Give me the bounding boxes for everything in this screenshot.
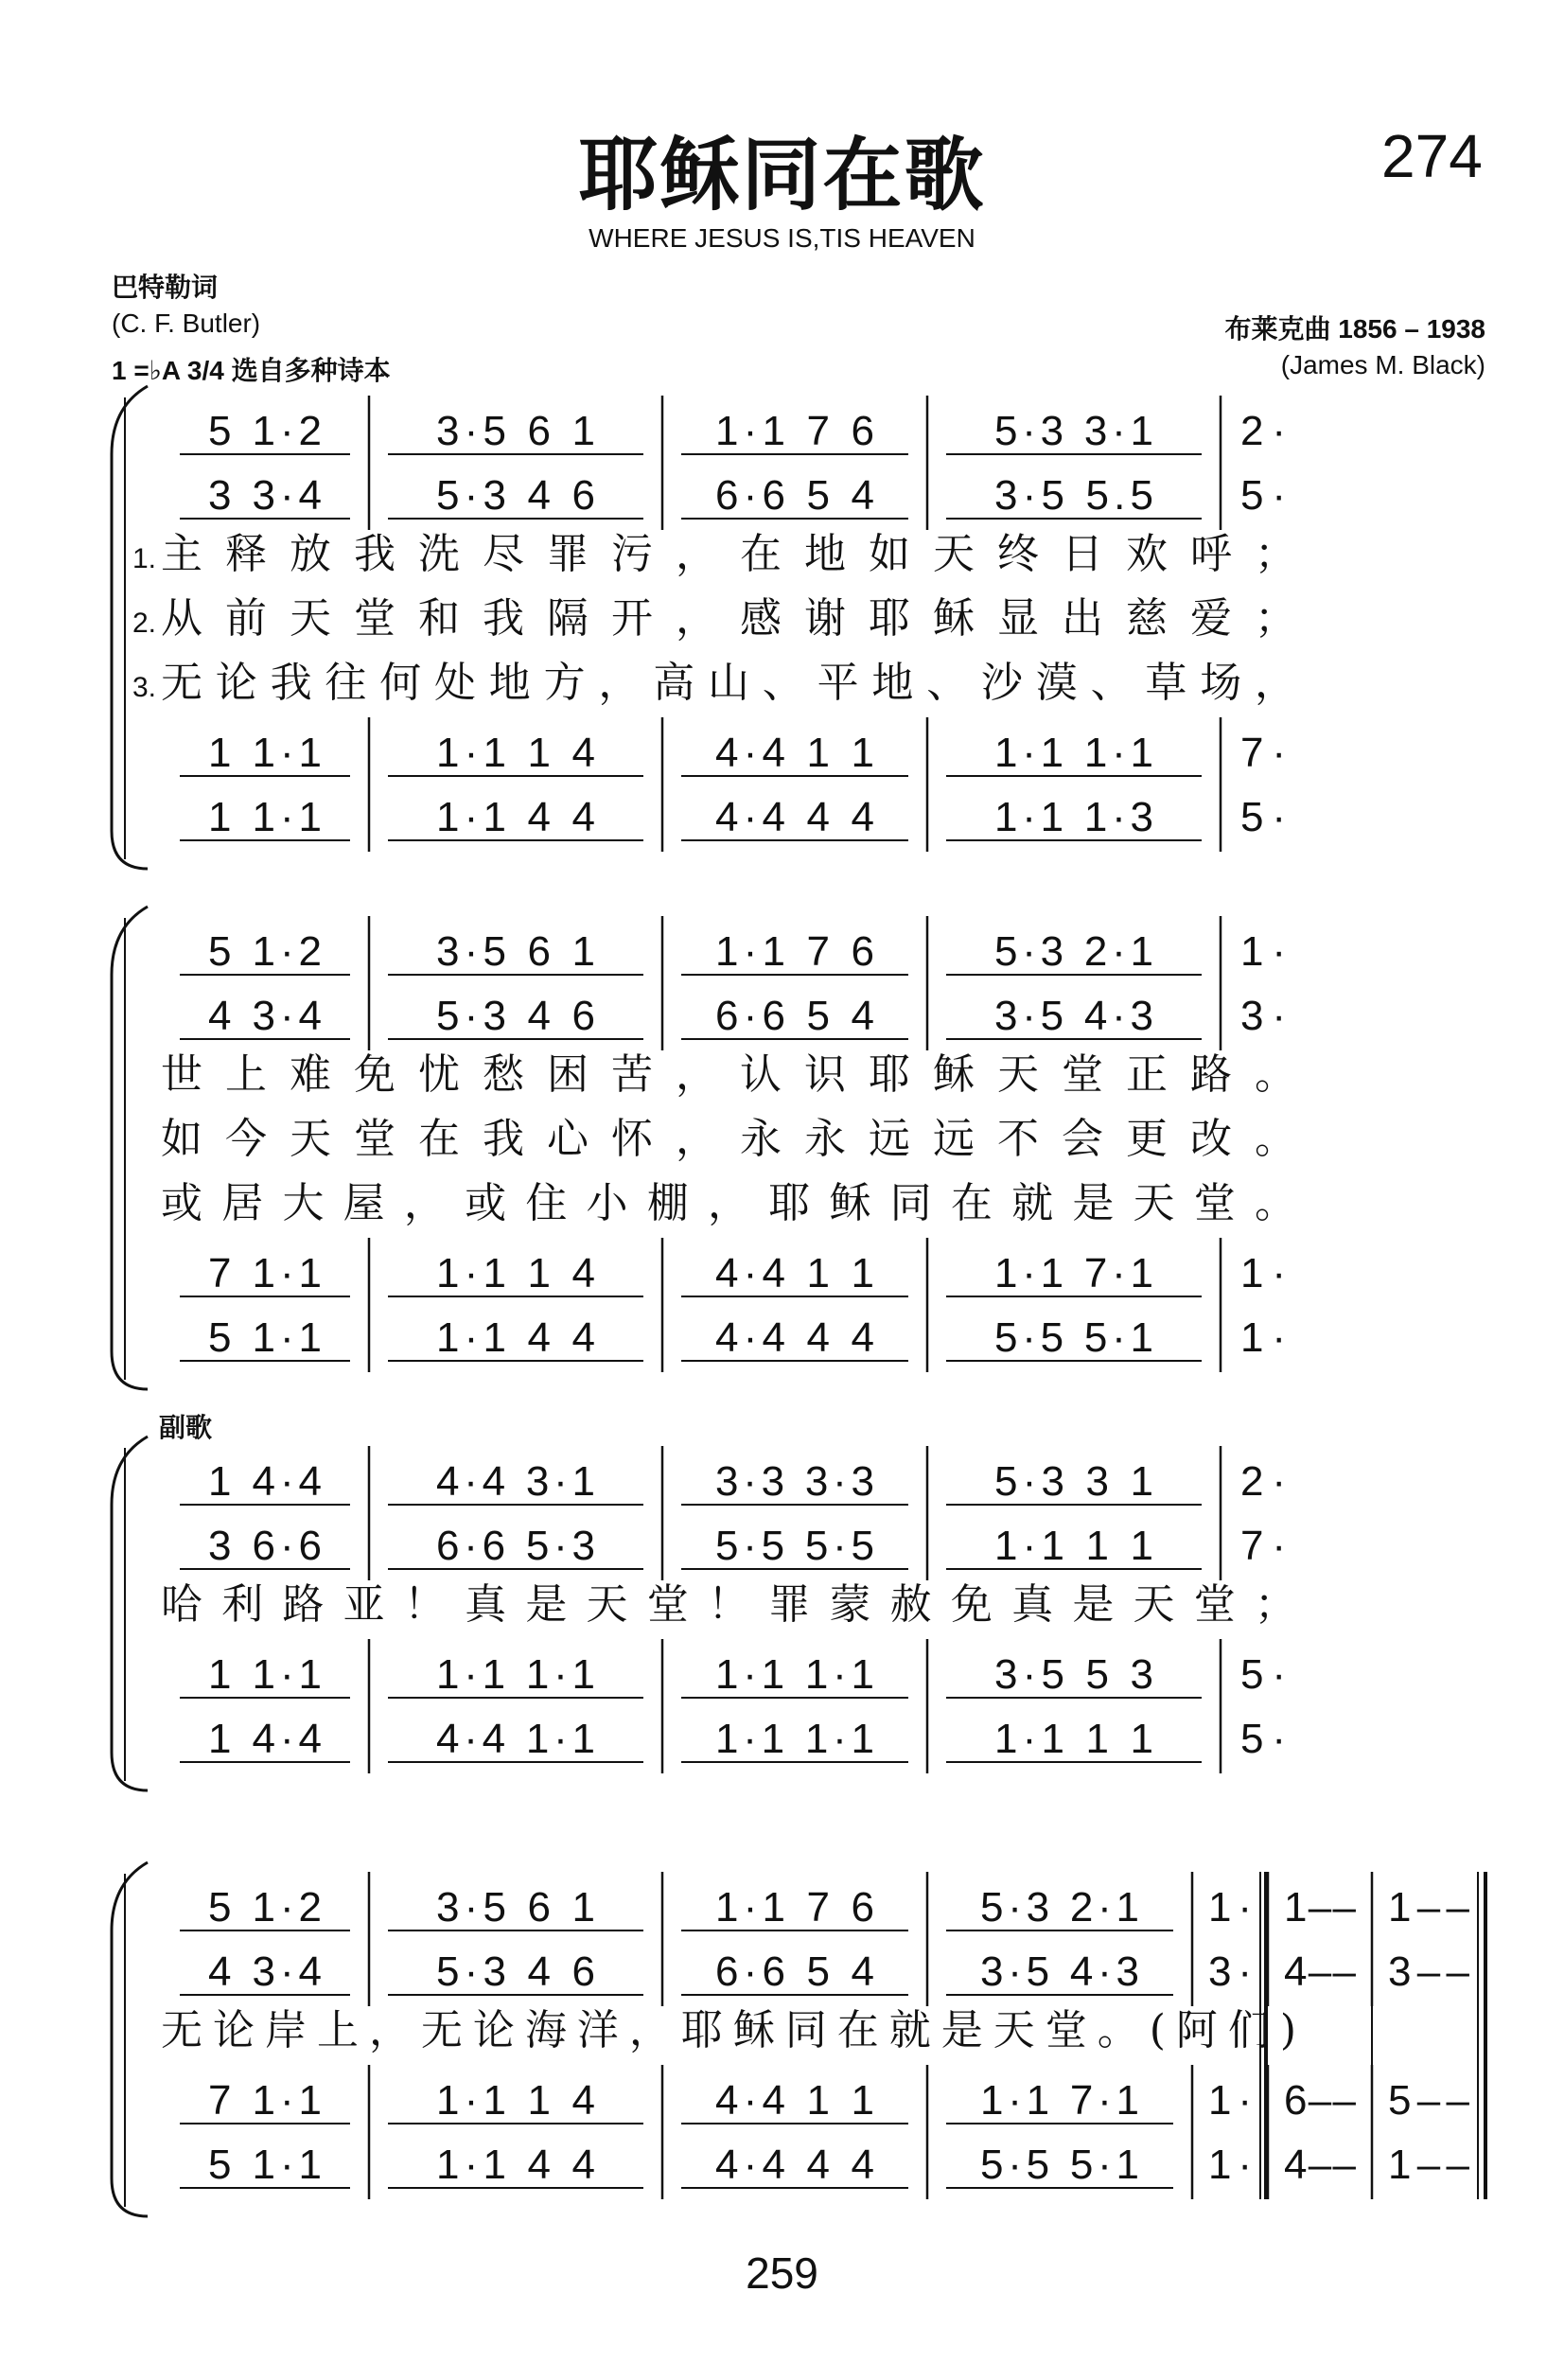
note-measure: 1· [1240, 1314, 1286, 1361]
lyric-line: 无论岸上，无论海洋，耶稣同在就是天堂。(阿们) [161, 2006, 1296, 2054]
lyric-line: 哈利路亚！真是天堂！罪蒙赦免真是天堂； [161, 1580, 1296, 1629]
verse-number: 3. [132, 672, 157, 703]
note-measure: 5 1·1 [208, 1314, 322, 1361]
note-measure: 4·4 1·1 [436, 1716, 595, 1762]
lyric-line: 或居大屋，或住小棚，耶稣同在就是天堂。 [161, 1179, 1296, 1227]
note-measure: 4·4 3·1 [436, 1458, 595, 1505]
note-measure: 3·5 5.5 [994, 472, 1153, 519]
note-measure: 4·4 1 1 [715, 2077, 874, 2124]
lyric-line: 世上难免忧愁困苦，认识耶稣天堂正路。 [161, 1050, 1296, 1099]
note-measure: 5·3 4 6 [436, 993, 595, 1039]
note-measure: 3 6·6 [208, 1523, 322, 1569]
note-measure: 2· [1240, 1458, 1286, 1505]
note-measure: 5 1·2 [208, 928, 322, 975]
note-measure: 1·1 1·3 [994, 794, 1153, 840]
note-measure: 1 4·4 [208, 1716, 322, 1762]
note-measure: 1·1 7 6 [715, 928, 874, 975]
note-measure: 1·1 1·1 [715, 1651, 874, 1698]
note-measure: 6·6 5·3 [436, 1523, 595, 1569]
note-measure: 4·4 1 1 [715, 1250, 874, 1296]
composer-cn: 布莱克曲 1856 – 1938 [1224, 314, 1485, 344]
hymn-number: 274 [1381, 122, 1483, 190]
note-measure: 7· [1240, 730, 1286, 776]
system-brace [112, 1437, 148, 1790]
note-measure: 7 1·1 [208, 2077, 322, 2124]
verse-number: 1. [132, 543, 157, 574]
note-measure: 1· [1208, 2142, 1252, 2188]
system-4 [112, 1862, 1485, 2216]
note-measure: 1·1 1 4 [436, 730, 595, 776]
note-measure: 7 1·1 [208, 1250, 322, 1296]
note-measure: 1· [1208, 1884, 1252, 1930]
note-measure: 4 – – [1284, 1948, 1356, 1995]
note-measure: 5· [1240, 794, 1286, 840]
note-measure: 4 3·4 [208, 993, 322, 1039]
note-measure: 1· [1240, 928, 1286, 975]
note-measure: 1·1 7·1 [980, 2077, 1139, 2124]
composer-en: (James M. Black) [1280, 350, 1485, 379]
hymn-title: 耶稣同在歌 [578, 129, 986, 221]
chorus-label: 副歌 [159, 1412, 213, 1443]
note-measure: 3 3·4 [208, 472, 322, 519]
note-measure: 1·1 4 4 [436, 2142, 595, 2188]
note-measure: 5·5 5·1 [994, 1314, 1153, 1361]
note-measure: 1 – – [1388, 2142, 1469, 2188]
note-measure: 6·6 5 4 [715, 993, 874, 1039]
note-measure: 5·3 2·1 [994, 928, 1153, 975]
note-measure: 5·5 5·5 [715, 1523, 874, 1569]
note-measure: 1 – – [1284, 1884, 1356, 1930]
note-measure: 4 3·4 [208, 1948, 322, 1995]
note-measure: 3·5 5 3 [994, 1651, 1153, 1698]
note-measure: 1·1 1 4 [436, 1250, 595, 1296]
note-measure: 1·1 7·1 [994, 1250, 1153, 1296]
lyric-line: 从前天堂和我隔开，感谢耶稣显出慈爱； [161, 594, 1296, 643]
note-measure: 3·5 6 1 [436, 928, 595, 975]
system-brace [112, 907, 148, 1389]
note-measure: 2· [1240, 408, 1286, 454]
note-measure: 5 1·1 [208, 2142, 322, 2188]
note-measure: 3· [1208, 1948, 1252, 1995]
note-measure: 5·3 2·1 [980, 1884, 1139, 1930]
note-measure: 1· [1208, 2077, 1252, 2124]
note-measure: 5 – – [1388, 2077, 1469, 2124]
note-measure: 1·1 1·1 [436, 1651, 595, 1698]
note-measure: 5· [1240, 1651, 1286, 1698]
note-measure: 1·1 1 1 [994, 1523, 1153, 1569]
note-measure: 4·4 4 4 [715, 794, 874, 840]
note-measure: 5 1·2 [208, 1884, 322, 1930]
note-measure: 4·4 1 1 [715, 730, 874, 776]
system-brace [112, 1862, 148, 2216]
note-measure: 5·3 4 6 [436, 472, 595, 519]
lyric-line: 无论我往何处地方，高山、平地、沙漠、草场， [161, 659, 1296, 707]
note-measure: 6·6 5 4 [715, 1948, 874, 1995]
note-measure: 5· [1240, 1716, 1286, 1762]
note-measure: 4·4 4 4 [715, 1314, 874, 1361]
note-measure: 1·1 7 6 [715, 1884, 874, 1930]
note-measure: 1 1·1 [208, 794, 322, 840]
system-2 [112, 907, 1296, 1389]
lyric-line: 主释放我洗尽罪污，在地如天终日欢呼； [161, 530, 1296, 578]
note-measure: 1·1 1·1 [715, 1716, 874, 1762]
note-measure: 5 1·2 [208, 408, 322, 454]
system-1 [112, 386, 1296, 869]
note-measure: 3·5 6 1 [436, 1884, 595, 1930]
note-measure: 5·3 4 6 [436, 1948, 595, 1995]
note-measure: 3· [1240, 993, 1286, 1039]
english-title: WHERE JESUS IS,TIS HEAVEN [589, 223, 975, 253]
key-meter: 1 =♭A 3/4 选自多种诗本 [112, 356, 391, 385]
note-measure: 3 – – [1388, 1948, 1469, 1995]
lyric-line: 如今天堂在我心怀，永永远远不会更改。 [161, 1115, 1296, 1163]
system-3 [112, 1412, 1296, 1790]
note-measure: 3·3 3·3 [715, 1458, 874, 1505]
page-number: 259 [746, 2248, 818, 2298]
note-measure: 3·5 4·3 [980, 1948, 1139, 1995]
note-measure: 1 1·1 [208, 1651, 322, 1698]
note-measure: 1·1 4 4 [436, 794, 595, 840]
note-measure: 3·5 6 1 [436, 408, 595, 454]
note-measure: 5·3 3·1 [994, 408, 1153, 454]
note-measure: 1·1 4 4 [436, 1314, 595, 1361]
note-measure: 3·5 4·3 [994, 993, 1153, 1039]
note-measure: 6·6 5 4 [715, 472, 874, 519]
note-measure: 1·1 1 4 [436, 2077, 595, 2124]
note-measure: 7· [1240, 1523, 1286, 1569]
note-measure: 1·1 1·1 [994, 730, 1153, 776]
note-measure: 1 – – [1388, 1884, 1469, 1930]
note-measure: 1 4·4 [208, 1458, 322, 1505]
note-measure: 4 – – [1284, 2142, 1356, 2188]
note-measure: 1· [1240, 1250, 1286, 1296]
verse-number: 2. [132, 608, 157, 639]
note-measure: 1·1 1 1 [994, 1716, 1153, 1762]
note-measure: 5·3 3 1 [994, 1458, 1153, 1505]
note-measure: 4·4 4 4 [715, 2142, 874, 2188]
note-measure: 1·1 7 6 [715, 408, 874, 454]
note-measure: 1 1·1 [208, 730, 322, 776]
lyricist-en: (C. F. Butler) [112, 309, 261, 338]
lyricist-cn: 巴特勒词 [112, 273, 219, 302]
note-measure: 5· [1240, 472, 1286, 519]
note-measure: 5·5 5·1 [980, 2142, 1139, 2188]
note-measure: 6 – – [1284, 2077, 1356, 2124]
